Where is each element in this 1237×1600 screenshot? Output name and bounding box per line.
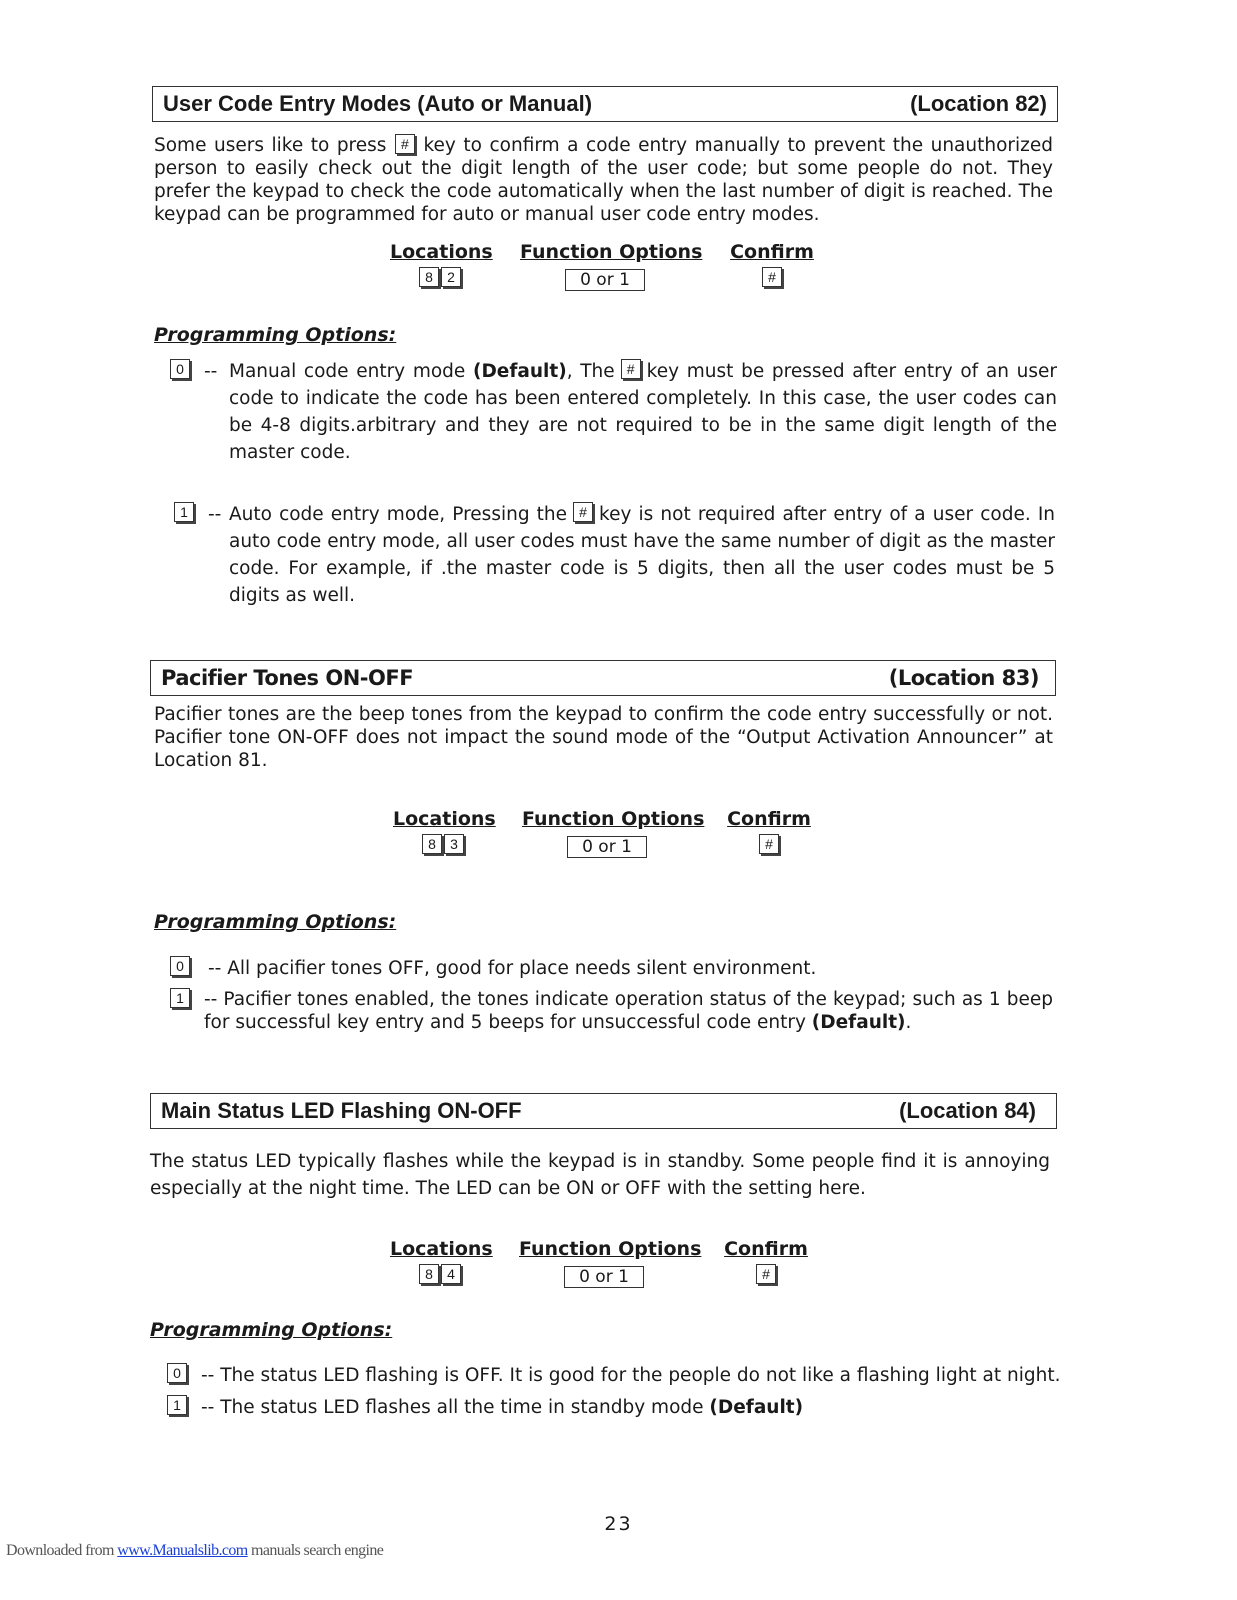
key-0-icon: 0: [167, 1363, 187, 1383]
key-icon: 2: [441, 267, 461, 287]
option-item: [174, 501, 1060, 611]
section-location: (Location 84): [899, 1098, 1036, 1123]
section-location: (Location 82): [910, 91, 1047, 116]
section-title: Main Status LED Flashing ON-OFF: [161, 1098, 522, 1123]
footer: Downloaded from www.Manualslib.com manuals search engine: [6, 1542, 384, 1559]
key-0-icon: 0: [170, 359, 190, 379]
option-dash: --: [204, 361, 218, 382]
option-item: [170, 988, 1060, 1048]
locations-column: [393, 808, 496, 854]
option-text: -- All pacifier tones OFF, good for place needs silent environment.: [208, 958, 817, 979]
function-options-value: 0 or 1: [567, 836, 647, 858]
function-options-column: [520, 241, 703, 291]
hash-key-icon: #: [759, 834, 779, 854]
function-options-header: Function Options: [519, 1238, 702, 1260]
locations-column: [390, 1238, 493, 1284]
section-title: User Code Entry Modes (Auto or Manual): [163, 91, 593, 116]
key-icon: 4: [441, 1264, 461, 1284]
section-header-status-led: [150, 1093, 1057, 1129]
hash-key-icon: #: [573, 502, 593, 522]
function-options-header: Function Options: [520, 241, 703, 263]
key-icon: 8: [422, 834, 442, 854]
function-options-value: 0 or 1: [565, 269, 645, 291]
locations-column: [390, 241, 493, 287]
confirm-header: Confirm: [727, 808, 811, 830]
programming-options-title: Programming Options:: [150, 1319, 393, 1341]
option-text: Manual code entry mode (Default), The # key must be pressed after entry of an user code to indicate the code has been entered completely. In this case, the user codes can be 4-8 digits.arbitrary and they are not required to be in the same digit length of the master code.: [229, 361, 1057, 463]
section-intro: Some users like to press # key to confirm a code entry manually to prevent the unauthorized person to easily check out the digit length of the user code; but some people do not. They prefer the keypad to check the code automatically when the last number of digit is reached. The keypad can be programmed for auto or manual user code entry modes.: [154, 135, 1053, 225]
manualslib-link[interactable]: www.Manualslib.com: [117, 1542, 248, 1559]
option-text: -- Pacifier tones enabled, the tones indicate operation status of the keypad; such as 1 beep for successful key entry and 5 beeps for unsuccessful code entry (Default).: [204, 989, 1053, 1033]
option-item: [167, 1362, 1061, 1392]
option-text: -- The status LED flashing is OFF. It is good for the people do not like a flashing light at night.: [201, 1365, 1061, 1386]
function-options-column: [519, 1238, 702, 1288]
key-0-icon: 0: [170, 956, 190, 976]
key-icon: 3: [444, 834, 464, 854]
key-icon: 8: [419, 267, 439, 287]
option-dash: --: [208, 504, 222, 525]
option-item: [170, 955, 1060, 985]
confirm-header: Confirm: [730, 241, 814, 263]
section-location: (Location 83): [888, 666, 1039, 690]
key-1-icon: 1: [174, 502, 194, 522]
function-options-header: Function Options: [522, 808, 705, 830]
section-intro: Pacifier tones are the beep tones from the keypad to confirm the code entry successfully or not. Pacifier tone ON-OFF does not impact the sound mode of the “Output Activation Announcer” at Location 81.: [154, 704, 1053, 771]
confirm-column: [730, 241, 814, 287]
programming-options-title: Programming Options:: [154, 324, 397, 346]
section-header-pacifier-tones: [150, 660, 1056, 696]
function-options-column: [522, 808, 705, 858]
confirm-header: Confirm: [724, 1238, 808, 1260]
key-1-icon: 1: [170, 988, 190, 1008]
confirm-column: [724, 1238, 808, 1284]
locations-header: Locations: [393, 808, 496, 830]
section-header-user-code-entry: [152, 86, 1058, 122]
key-icon: 8: [419, 1264, 439, 1284]
page-number: 23: [604, 1513, 633, 1535]
option-item: [167, 1394, 1057, 1424]
confirm-column: [727, 808, 811, 854]
hash-key-icon: #: [395, 134, 415, 154]
programming-options-title: Programming Options:: [154, 911, 397, 933]
option-text: Auto code entry mode, Pressing the # key is not required after entry of a user code. In auto code entry mode, all user codes must have the same number of digit as the master code. For example, if .the master code is 5 digits, then all the user codes must be 5 digits as well.: [229, 504, 1055, 606]
function-options-value: 0 or 1: [564, 1266, 644, 1288]
hash-key-icon: #: [762, 267, 782, 287]
option-text: -- The status LED flashes all the time in standby mode (Default): [201, 1397, 804, 1418]
locations-header: Locations: [390, 1238, 493, 1260]
locations-header: Locations: [390, 241, 493, 263]
section-intro: The status LED typically flashes while the keypad is in standby. Some people find it is annoying especially at the night time. The LED can be ON or OFF with the setting here.: [150, 1151, 1050, 1199]
key-1-icon: 1: [167, 1395, 187, 1415]
hash-key-icon: #: [756, 1264, 776, 1284]
option-item: [170, 358, 1060, 463]
section-title: Pacifier Tones ON-OFF: [161, 666, 414, 690]
hash-key-icon: #: [621, 359, 641, 379]
